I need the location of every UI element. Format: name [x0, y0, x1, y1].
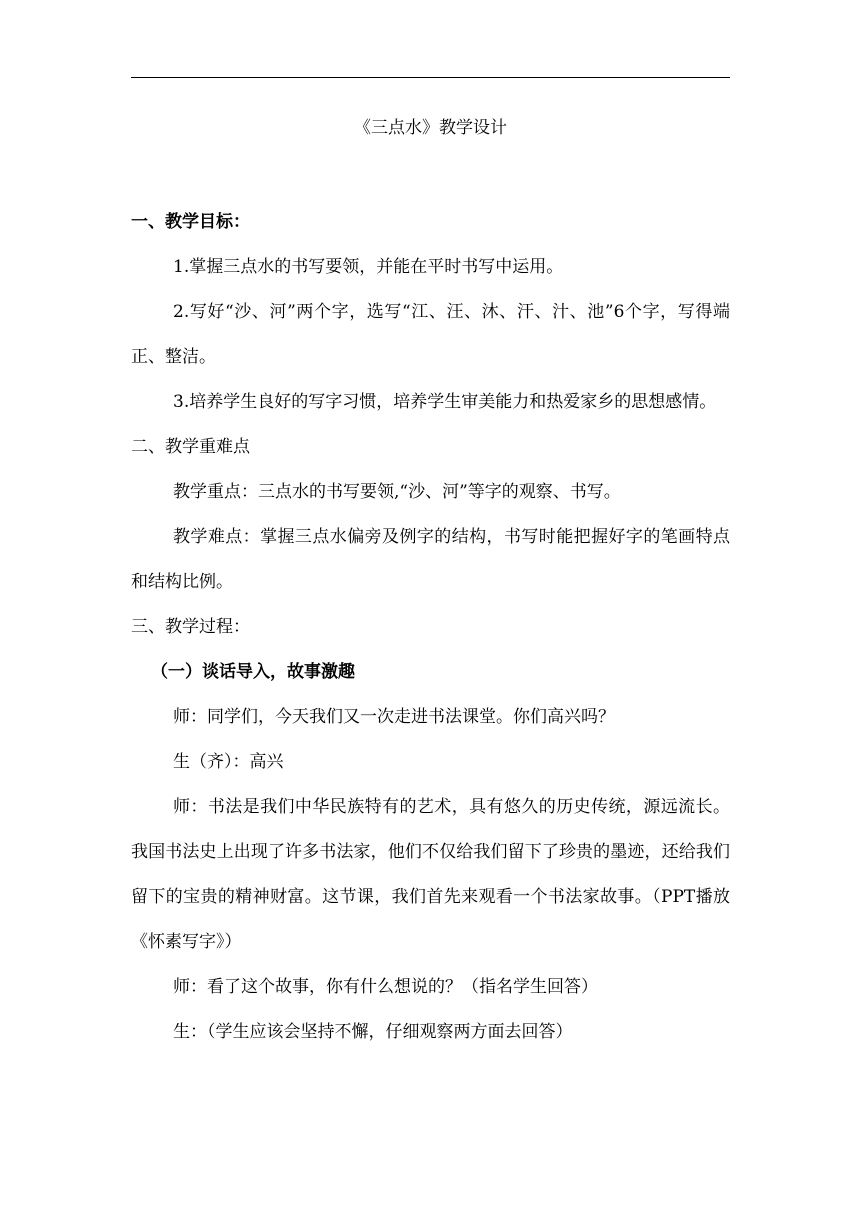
paragraph: 3.培养学生良好的写字习惯，培养学生审美能力和热爱家乡的思想感情。: [173, 392, 717, 412]
subsection-heading: （一）谈话导入，故事激趣: [151, 662, 355, 682]
paragraph: 生（齐）：高兴: [173, 752, 284, 772]
paragraph: 生：（学生应该会坚持不懈，仔细观察两方面去回答）: [173, 1022, 573, 1042]
section-heading-objectives: 一、教学目标：: [131, 212, 250, 232]
paragraph: 教学重点：三点水的书写要领,“沙、河”等字的观察、书写。: [173, 482, 621, 502]
section-heading-key-points: 二、教学重难点: [131, 437, 250, 457]
paragraph: 师：书法是我们中华民族特有的艺术，具有悠久的历史传统，源远流长。我国书法史上出现了许多书法家，他们不仅给我们留下了珍贵的墨迹，还给我们留下的宝贵的精神财富。这节课，我们首先来观看一个书法家故事。（PPT播放《怀素写字》）: [131, 797, 730, 952]
paragraph: 师：同学们，今天我们又一次走进书法课堂。你们高兴吗？: [173, 707, 615, 727]
paragraph: 2.写好“沙、河”两个字，选写“江、汪、沐、汗、汁、池”6个字，写得端正、整洁。: [131, 302, 730, 367]
paragraph: 1.掌握三点水的书写要领，并能在平时书写中运用。: [173, 257, 564, 277]
paragraph: 师：看了这个故事，你有什么想说的？（指名学生回答）: [173, 977, 598, 997]
header-rule: [131, 77, 730, 78]
document-title: 《三点水》教学设计: [354, 118, 507, 138]
section-heading-process: 三、教学过程：: [131, 617, 250, 637]
document-body: [131, 200, 730, 1055]
paragraph: 教学难点：掌握三点水偏旁及例字的结构，书写时能把握好字的笔画特点和结构比例。: [131, 527, 730, 592]
